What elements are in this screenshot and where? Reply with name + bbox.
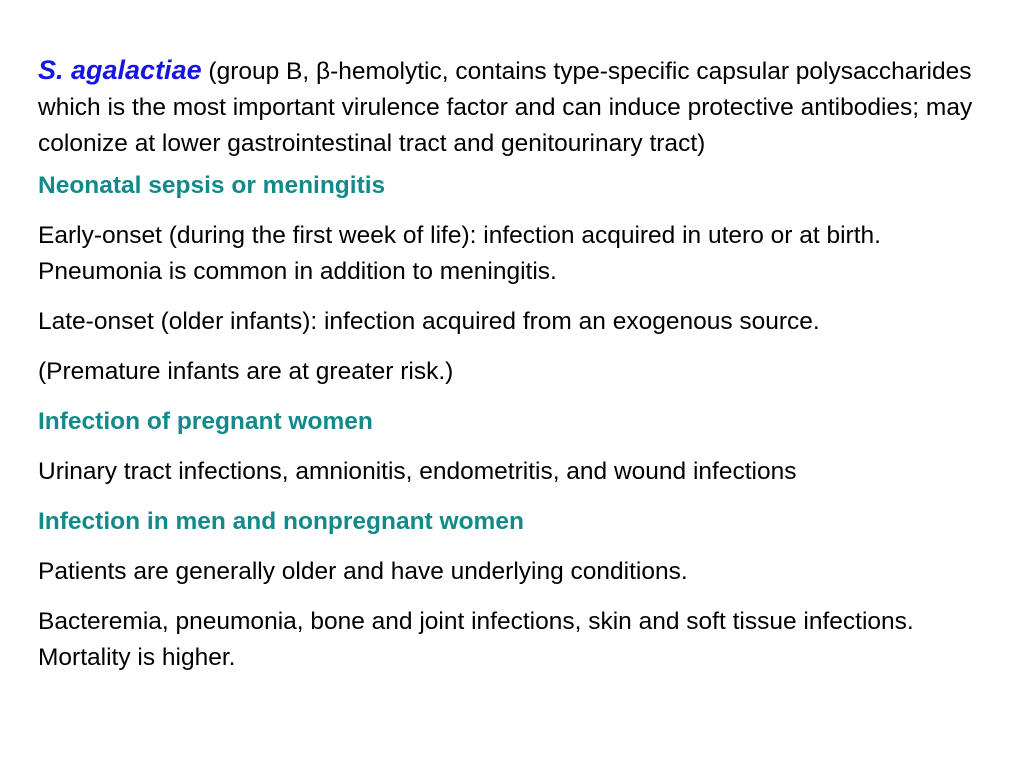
early-onset-text: Early-onset (during the first week of life): infection acquired in utero or at birth. Pneumonia is common in addition to meningitis. <box>38 222 881 285</box>
species-description: (group B, β-hemolytic, contains type-specific capsular polysaccharides which is the most important virulence factor and can induce protective antibodies; may colonize at lower gastrointestinal tract and genitourinary tract) <box>38 58 973 157</box>
bacteremia-text: Bacteremia, pneumonia, bone and joint infections, skin and soft tissue infections. Mortality is higher. <box>38 608 914 671</box>
section-heading-pregnant: Infection of pregnant women <box>38 408 373 435</box>
section-heading-neonatal: Neonatal sepsis or meningitis <box>38 172 386 199</box>
intro-paragraph <box>38 52 998 162</box>
slide-body <box>38 52 998 690</box>
pregnant-infections-text: Urinary tract infections, amnionitis, endometritis, and wound infections <box>38 458 797 485</box>
underlying-conditions-text: Patients are generally older and have underlying conditions. <box>38 558 688 585</box>
species-name: S. agalactiae <box>38 55 202 85</box>
premature-risk-text: (Premature infants are at greater risk.) <box>38 358 454 385</box>
late-onset-text: Late-onset (older infants): infection acquired from an exogenous source. <box>38 308 820 335</box>
section-heading-men-nonpregnant: Infection in men and nonpregnant women <box>38 508 524 535</box>
